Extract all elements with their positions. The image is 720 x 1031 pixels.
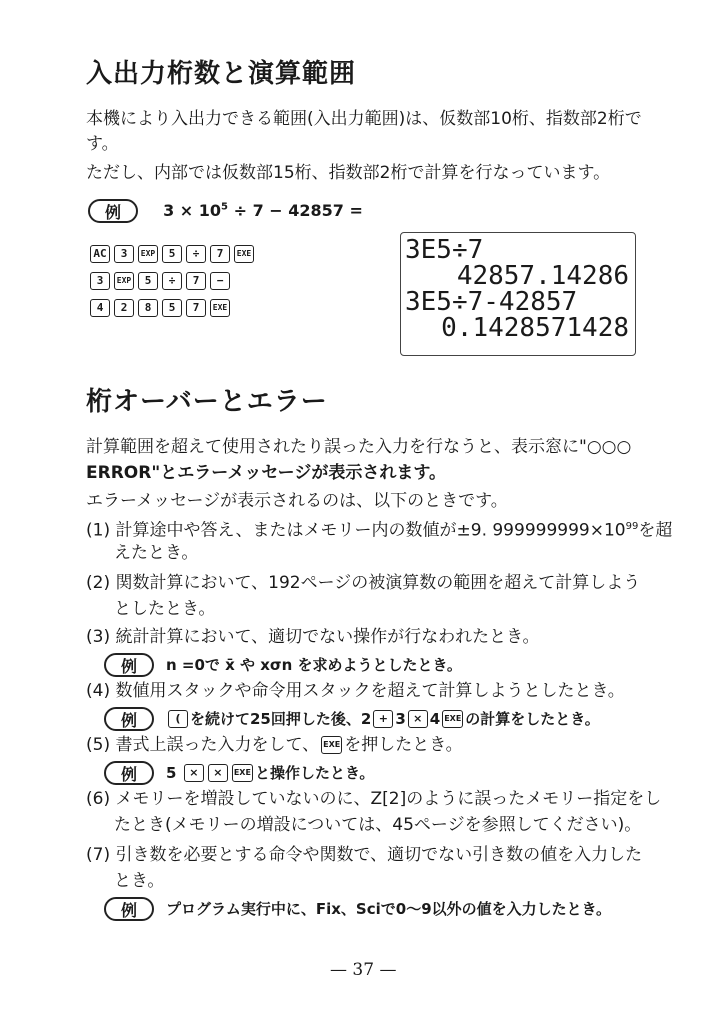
list-item-1: (1) 計算途中や答え、またはメモリー内の数値が±9. $999999999\times 10^{99}$を超 [86, 520, 673, 541]
key-8: 8 [138, 299, 158, 317]
page-number: — 37 — [330, 960, 397, 980]
list-item-6-cont: たとき(メモリーの増設については、45ページを参照してください)。 [114, 815, 642, 835]
example-line: 例 プログラム実行中に、Fix、Sciで0〜9以外の値を入力したとき。 [104, 896, 611, 922]
key-multiply: × [208, 764, 228, 782]
calculator-display [400, 232, 636, 356]
list-item-7: (7) 引き数を必要とする命令や関数で、適切でない引き数の値を入力した [86, 845, 643, 865]
key-row-3 [88, 297, 256, 324]
key-4: 4 [90, 299, 110, 317]
example-line: 例 5 × × EXE と操作したとき。 [104, 760, 374, 786]
key-open-paren: ( [168, 710, 188, 728]
key-ac: AC [90, 245, 110, 263]
key-5: 5 [162, 299, 182, 317]
section-title-io-digits: 入出力桁数と演算範囲 [86, 59, 357, 89]
list-item-2-cont: としたとき。 [114, 599, 216, 619]
list-item-3: (3) 統計計算において、適切でない操作が行なわれたとき。 [86, 627, 540, 647]
key-row-1 [88, 243, 256, 270]
example-expression: $3 \times 10^5 \div 7 - 42857$ = [163, 200, 363, 220]
list-item-1-cont: えたとき。 [114, 543, 199, 563]
list-item-7-cont: とき。 [114, 871, 165, 891]
paragraph: す。 [86, 134, 119, 154]
key-5: 5 [138, 272, 158, 290]
list-item-2: (2) 関数計算において、192ページの被演算数の範囲を超えて計算しよう [86, 573, 641, 593]
key-exe: EXE [321, 736, 342, 754]
display-line-3: 3E5÷7-42857 [405, 287, 578, 317]
paragraph: ただし、内部では仮数部15桁、指数部2桁で計算を行なっています。 [86, 163, 611, 183]
key-plus: + [373, 710, 393, 728]
paragraph: エラーメッセージが表示されるのは、以下のときです。 [86, 491, 508, 511]
display-line-4: 0.1428571428 [441, 313, 629, 343]
key-exp: EXP [138, 245, 158, 263]
key-divide: ÷ [186, 245, 206, 263]
key-exe: EXE [232, 764, 253, 782]
key-3: 3 [114, 245, 134, 263]
key-row-2 [88, 270, 256, 297]
paragraph: ERROR"とエラーメッセージが表示されます。 [86, 463, 446, 483]
key-exe: EXE [442, 710, 463, 728]
display-line-2: 42857.14286 [456, 261, 629, 291]
example-tag: 例 [104, 653, 154, 677]
key-3: 3 [90, 272, 110, 290]
example-tag: 例 [104, 897, 154, 921]
key-multiply: × [184, 764, 204, 782]
key-exe: EXE [234, 245, 254, 263]
example-line: 例 n =0で x̄ や xσn を求めようとしたとき。 [104, 652, 462, 678]
key-exe: EXE [210, 299, 230, 317]
paragraph: 本機により入出力できる範囲(入出力範囲)は、仮数部10桁、指数部2桁で [86, 109, 642, 129]
key-sequence [88, 243, 256, 324]
key-exp: EXP [114, 272, 134, 290]
key-2: 2 [114, 299, 134, 317]
display-line-1: 3E5÷7 [405, 235, 484, 265]
key-multiply: × [408, 710, 428, 728]
list-item-5: (5) 書式上誤った入力をして、 EXE を押したとき。 [86, 735, 463, 755]
key-minus: − [210, 272, 230, 290]
key-5: 5 [162, 245, 182, 263]
key-7: 7 [186, 272, 206, 290]
list-item-4: (4) 数値用スタックや命令用スタックを超えて計算しようとしたとき。 [86, 681, 625, 701]
example-tag: 例 [88, 199, 138, 223]
key-7: 7 [210, 245, 230, 263]
example-tag: 例 [104, 761, 154, 785]
example-line [88, 199, 363, 223]
key-7: 7 [186, 299, 206, 317]
section-title-overflow-error: 桁オーバーとエラー [86, 387, 328, 417]
paragraph: 計算範囲を超えて使用されたり誤った入力を行なうと、表示窓に"○○○ [86, 437, 632, 457]
example-tag: 例 [104, 707, 154, 731]
key-divide: ÷ [162, 272, 182, 290]
list-item-6: (6) メモリーを増設していないのに、Z[2]のように誤ったメモリー指定をし [86, 789, 662, 809]
example-line: 例 ( を続けて25回押した後、2 + 3 × 4 EXE の計算をしたとき。 [104, 706, 600, 732]
